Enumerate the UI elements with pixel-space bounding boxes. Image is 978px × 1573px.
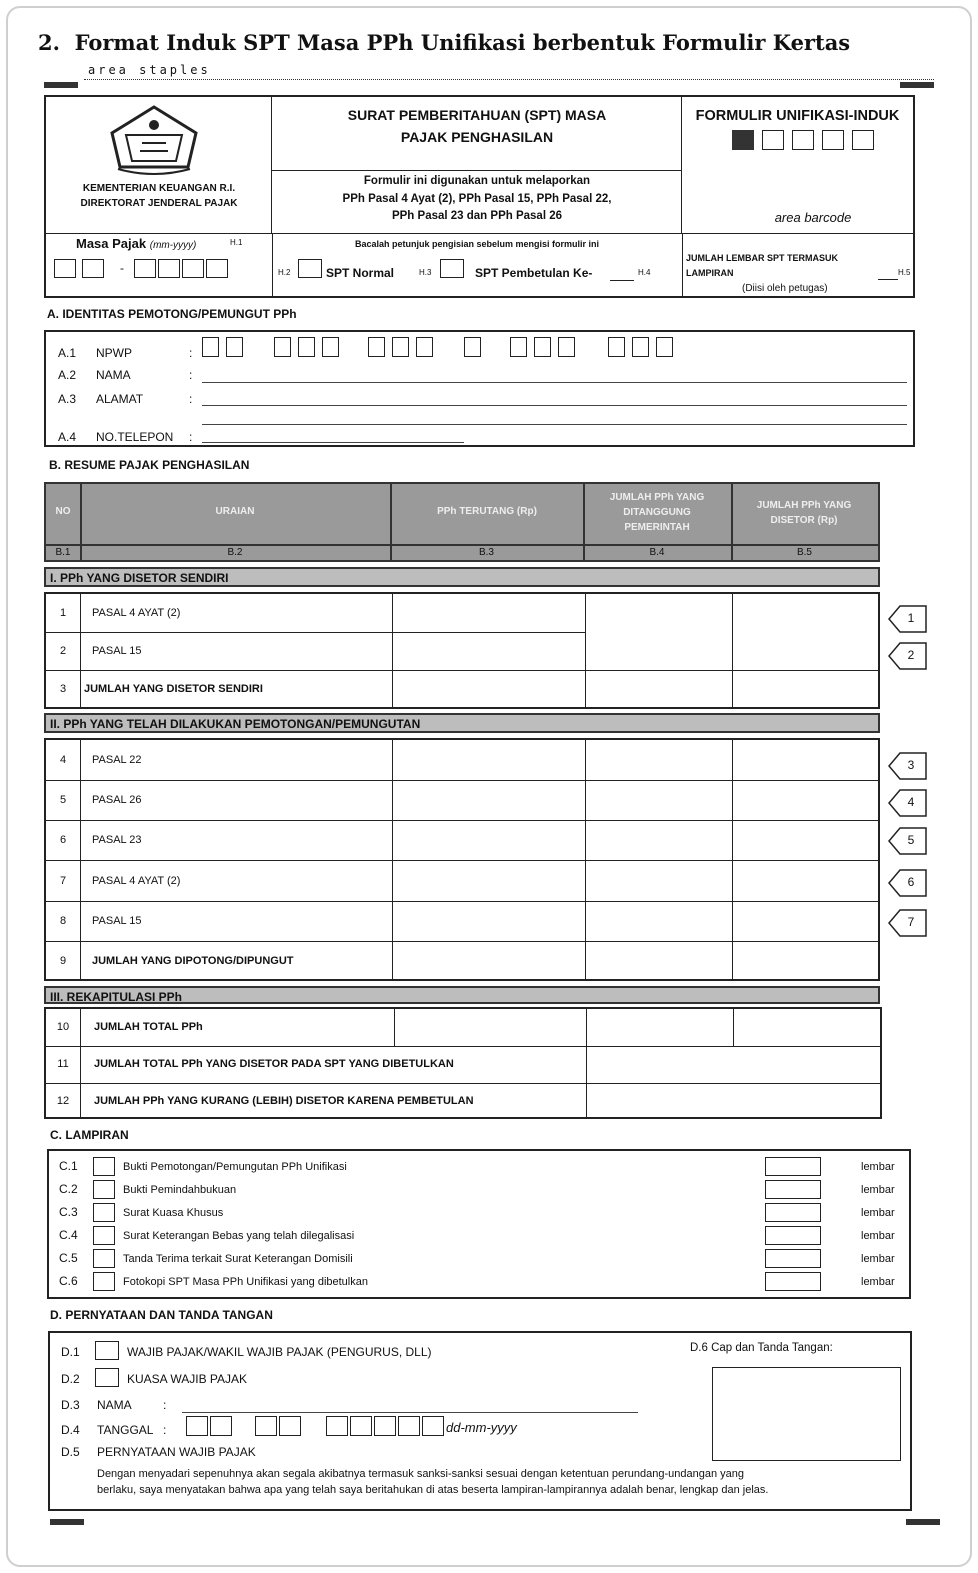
npwp-digit-box[interactable] [510, 337, 527, 357]
row-no: 9 [59, 955, 67, 967]
npwp-digit-box[interactable] [368, 337, 385, 357]
form-header [44, 95, 915, 298]
section-d-title: D. PERNYATAAN DAN TANDA TANGAN [50, 1308, 273, 1322]
statement-line-2: berlaku, saya menyatakan bahwa apa yang telah saya beritahukan di atas beserta lampiran-lampirannya adalah benar, lengkap dan jelas. [97, 1484, 769, 1496]
h4-code: H.4 [638, 268, 651, 277]
section-a-title: A. IDENTITAS PEMOTONG/PEMUNGUT PPh [47, 307, 297, 321]
col-no: NO [55, 506, 71, 517]
row-no: 5 [59, 794, 67, 806]
ministry-line2: DIREKTORAT JENDERAL PAJAK [80, 198, 238, 209]
row-label: PASAL 23 [92, 834, 142, 846]
staples-line [84, 79, 934, 80]
document-heading: 2. Format Induk SPT Masa PPh Unifikasi berbentuk Formulir Kertas [38, 30, 851, 55]
row-divider [46, 670, 878, 671]
d4-label: TANGGAL [97, 1423, 154, 1437]
npwp-digit-box[interactable] [298, 337, 315, 357]
d2-label: KUASA WAJIB PAJAK [127, 1372, 248, 1386]
col-divider [586, 1009, 587, 1117]
form-code-box[interactable] [792, 130, 814, 150]
row-divider [46, 820, 878, 821]
instruction-note: Bacalah petunjuk pengisian sebelum mengisi formulir ini [354, 239, 600, 249]
d1-label: WAJIB PAJAK/WAKIL WAJIB PAJAK (PENGURUS, DLL) [127, 1345, 432, 1359]
masa-month-box[interactable] [54, 259, 76, 278]
row-label: JUMLAH YANG DIPOTONG/DIPUNGUT [92, 955, 294, 967]
npwp-digit-box[interactable] [226, 337, 243, 357]
nama-label: NAMA [96, 368, 131, 382]
code-b5: B.5 [796, 547, 812, 558]
date-box[interactable] [186, 1416, 208, 1436]
row-divider [46, 941, 878, 942]
lampiran-count[interactable] [765, 1272, 821, 1291]
row-label: JUMLAH YANG DISETOR SENDIRI [84, 683, 263, 695]
row-label: PASAL 15 [92, 645, 142, 657]
spt-normal-checkbox[interactable] [298, 259, 322, 278]
row-no: 12 [56, 1095, 70, 1107]
row-divider [46, 1046, 880, 1047]
lampiran-checkbox[interactable] [93, 1203, 115, 1222]
row-no: 7 [59, 875, 67, 887]
npwp-digit-box[interactable] [464, 337, 481, 357]
section-c-box [47, 1149, 911, 1299]
tag-label: 6 [907, 875, 915, 889]
npwp-digit-box[interactable] [416, 337, 433, 357]
date-box[interactable] [398, 1416, 420, 1436]
lembar-label: lembar [861, 1207, 895, 1219]
corner-mark [900, 82, 934, 88]
form-purpose-2: PPh Pasal 4 Ayat (2), PPh Pasal 15, PPh Pasal 22, [342, 193, 612, 205]
staples-label: area staples [88, 63, 211, 77]
ministry-logo-icon [106, 105, 202, 177]
row-no: 6 [59, 834, 67, 846]
corner-mark [50, 1519, 84, 1525]
d2-code: D.2 [61, 1372, 80, 1386]
col-divider [80, 594, 81, 707]
row-label: PASAL 22 [92, 754, 142, 766]
col-uraian: URAIAN [215, 506, 255, 517]
row-label: JUMLAH PPh YANG KURANG (LEBIH) DISETOR KARENA PEMBETULAN [94, 1095, 474, 1107]
colon: : [163, 1398, 167, 1412]
spt-title-cell [272, 97, 682, 233]
colon: : [163, 1423, 167, 1437]
jumlah-lembar-label-2: LAMPIRAN [686, 268, 734, 278]
lampiran-label: Tanda Terima terkait Surat Keterangan Domisili [123, 1253, 353, 1265]
col-divider [732, 594, 733, 707]
row-no: 8 [59, 915, 67, 927]
npwp-digit-box[interactable] [534, 337, 551, 357]
row-label: PASAL 26 [92, 794, 142, 806]
lembar-label: lembar [861, 1230, 895, 1242]
date-box[interactable] [422, 1416, 444, 1436]
npwp-digit-box[interactable] [632, 337, 649, 357]
lampiran-count[interactable] [765, 1249, 821, 1268]
tag-label: 7 [907, 915, 915, 929]
jumlah-lembar-field[interactable] [878, 279, 898, 280]
tag-label: 1 [907, 611, 915, 625]
row-label: JUMLAH TOTAL PPh [94, 1021, 203, 1033]
alamat-label: ALAMAT [96, 392, 144, 406]
row-divider [46, 780, 878, 781]
barcode-area: area barcode [774, 210, 852, 225]
divider [682, 233, 683, 296]
lampiran-checkbox[interactable] [93, 1249, 115, 1268]
group-2-header: II. PPh YANG TELAH DILAKUKAN PEMOTONGAN/PEMUNGUTAN [44, 713, 880, 733]
tag-label: 4 [907, 795, 915, 809]
jumlah-lembar-label-1: JUMLAH LEMBAR SPT TERMASUK [686, 253, 838, 263]
col-divider [733, 1009, 734, 1046]
header-labels [46, 484, 878, 544]
spt-title-1: SURAT PEMBERITAHUAN (SPT) MASA [347, 107, 607, 123]
date-format: dd-mm-yyyy [446, 1420, 517, 1435]
row-no: 4 [59, 754, 67, 766]
lampiran-label: Bukti Pemotongan/Pemungutan PPh Unifikasi [123, 1161, 347, 1173]
a4-code: A.4 [58, 430, 77, 444]
masa-year-box[interactable] [134, 259, 156, 278]
lampiran-label: Surat Kuasa Khusus [123, 1207, 224, 1219]
lampiran-code: C.2 [59, 1182, 78, 1196]
form-code-box[interactable] [822, 130, 844, 150]
lampiran-checkbox[interactable] [93, 1226, 115, 1245]
lembar-label: lembar [861, 1276, 895, 1288]
d1-code: D.1 [61, 1345, 80, 1359]
row-label: PASAL 4 AYAT (2) [92, 875, 181, 887]
code-b2: B.2 [227, 547, 243, 558]
row-label: PASAL 4 AYAT (2) [92, 607, 181, 619]
lampiran-code: C.6 [59, 1274, 78, 1288]
date-box[interactable] [255, 1416, 277, 1436]
lampiran-checkbox[interactable] [93, 1180, 115, 1199]
lampiran-label: Bukti Pemindahbukuan [123, 1184, 237, 1196]
officer-note: (Diisi oleh petugas) [742, 283, 828, 294]
row-no: 2 [59, 645, 67, 657]
form-code-box[interactable] [762, 130, 784, 150]
col-divider [394, 1009, 395, 1046]
date-box[interactable] [350, 1416, 372, 1436]
col-divider [80, 1009, 81, 1117]
lembar-label: lembar [861, 1184, 895, 1196]
spt-title-2: PAJAK PENGHASILAN [400, 129, 554, 145]
date-box[interactable] [210, 1416, 232, 1436]
d5-code: D.5 [61, 1445, 80, 1459]
a1-code: A.1 [58, 346, 77, 360]
masa-pajak-label: Masa Pajak (mm-yyyy) [76, 236, 197, 251]
masa-year-box[interactable] [206, 259, 228, 278]
masa-dash: - [120, 261, 124, 275]
row-no: 3 [59, 683, 67, 695]
telepon-label: NO.TELEPON [96, 430, 174, 444]
a3-code: A.3 [58, 392, 77, 406]
ministry-line1: KEMENTERIAN KEUANGAN R.I. [82, 183, 236, 194]
col-divider [585, 594, 586, 707]
corner-mark [44, 82, 78, 88]
pembetulan-number-field[interactable] [610, 280, 634, 281]
col-ditanggung: JUMLAH PPh YANG DITANGGUNG PEMERINTAH [609, 492, 705, 533]
colon: : [189, 392, 193, 406]
alamat-field-2[interactable] [202, 424, 907, 425]
wajib-pajak-checkbox[interactable] [95, 1341, 119, 1360]
lampiran-count[interactable] [765, 1203, 821, 1222]
col-divider [392, 594, 393, 707]
row-no: 11 [57, 1058, 69, 1070]
group-3-table [44, 1007, 882, 1119]
ministry-cell [46, 97, 272, 233]
npwp-digit-box[interactable] [558, 337, 575, 357]
lampiran-code: C.3 [59, 1205, 78, 1219]
form-id-cell [682, 97, 913, 233]
date-box[interactable] [374, 1416, 396, 1436]
form-purpose-3: PPh Pasal 23 dan PPh Pasal 26 [391, 210, 563, 222]
lampiran-count[interactable] [765, 1180, 821, 1199]
statement-line-1: Dengan menyadari sepenuhnya akan segala akibatnya termasuk sanksi-sanksi sesuai dengan ketentuan perundang-undangan yang [97, 1468, 745, 1480]
date-box[interactable] [326, 1416, 348, 1436]
corner-mark [906, 1519, 940, 1525]
npwp-digit-box[interactable] [392, 337, 409, 357]
col-disetor: JUMLAH PPh YANG DISETOR (Rp) [756, 500, 852, 526]
group-3-header: III. REKAPITULASI PPh [44, 986, 880, 1004]
lembar-label: lembar [861, 1161, 895, 1173]
telepon-field[interactable] [202, 442, 464, 443]
npwp-digit-box[interactable] [322, 337, 339, 357]
divider [272, 170, 682, 171]
row-no: 1 [59, 607, 67, 619]
colon: : [189, 368, 193, 382]
form-code-box [732, 130, 754, 150]
d6-label: D.6 Cap dan Tanda Tangan: [690, 1342, 833, 1354]
h2-code: H.2 [278, 268, 291, 277]
a2-code: A.2 [58, 368, 77, 382]
row-divider [46, 1083, 880, 1084]
col-terutang: PPh TERUTANG (Rp) [437, 506, 537, 517]
group-1-header: I. PPh YANG DISETOR SENDIRI [44, 567, 880, 587]
h1-code: H.1 [230, 238, 243, 247]
row-divider [46, 860, 878, 861]
nama-field[interactable] [202, 382, 907, 383]
tag-label: 2 [907, 648, 915, 662]
lampiran-code: C.1 [59, 1159, 78, 1173]
lampiran-code: C.5 [59, 1251, 78, 1265]
spt-pembetulan-checkbox[interactable] [440, 259, 464, 278]
h3-code: H.3 [419, 268, 432, 277]
masa-month-box[interactable] [82, 259, 104, 278]
npwp-digit-box[interactable] [608, 337, 625, 357]
form-name: FORMULIR UNIFIKASI-INDUK [695, 108, 900, 124]
lampiran-code: C.4 [59, 1228, 78, 1242]
row-label: PASAL 15 [92, 915, 142, 927]
lampiran-count[interactable] [765, 1157, 821, 1176]
code-b4: B.4 [649, 547, 665, 558]
masa-year-box[interactable] [158, 259, 180, 278]
lembar-label: lembar [861, 1253, 895, 1265]
row-label: JUMLAH TOTAL PPh YANG DISETOR PADA SPT YANG DIBETULKAN [94, 1058, 454, 1070]
masa-year-box[interactable] [182, 259, 204, 278]
signature-box[interactable] [712, 1367, 901, 1461]
npwp-label: NPWP [96, 346, 132, 360]
npwp-digit-box[interactable] [656, 337, 673, 357]
npwp-digit-box[interactable] [274, 337, 291, 357]
section-c-title: C. LAMPIRAN [50, 1128, 129, 1142]
form-code-box[interactable] [852, 130, 874, 150]
lampiran-checkbox[interactable] [93, 1272, 115, 1291]
d4-code: D.4 [61, 1423, 80, 1437]
date-box[interactable] [279, 1416, 301, 1436]
code-b3: B.3 [478, 547, 494, 558]
section-d-box [48, 1331, 912, 1511]
row-divider [46, 632, 585, 633]
lampiran-label: Surat Keterangan Bebas yang telah dilegalisasi [123, 1230, 355, 1242]
d3-label: NAMA [97, 1398, 132, 1412]
lampiran-label: Fotokopi SPT Masa PPh Unifikasi yang dibetulkan [123, 1276, 368, 1288]
kuasa-checkbox[interactable] [95, 1368, 119, 1387]
spt-pembetulan-label: SPT Pembetulan Ke- [475, 266, 593, 280]
row-no: 10 [56, 1021, 70, 1033]
signer-name-field[interactable] [182, 1412, 638, 1413]
section-a-box [44, 330, 915, 447]
h5-code: H.5 [898, 268, 911, 277]
group-2-table [44, 738, 880, 981]
divider [46, 233, 913, 234]
section-b-title: B. RESUME PAJAK PENGHASILAN [49, 458, 250, 472]
d3-code: D.3 [61, 1398, 80, 1412]
npwp-digit-box[interactable] [202, 337, 219, 357]
code-b1: B.1 [55, 547, 71, 558]
tag-label: 5 [907, 833, 915, 847]
group-1-table [44, 592, 880, 709]
colon: : [189, 346, 193, 360]
spt-normal-label: SPT Normal [326, 266, 395, 280]
header-divider [46, 544, 878, 546]
colon: : [189, 430, 193, 444]
tag-label: 3 [907, 758, 915, 772]
row-divider [46, 901, 878, 902]
form-purpose-1: Formulir ini digunakan untuk melaporkan [363, 175, 591, 187]
alamat-field[interactable] [202, 405, 907, 406]
lampiran-count[interactable] [765, 1226, 821, 1245]
lampiran-checkbox[interactable] [93, 1157, 115, 1176]
d5-label: PERNYATAAN WAJIB PAJAK [97, 1445, 256, 1459]
